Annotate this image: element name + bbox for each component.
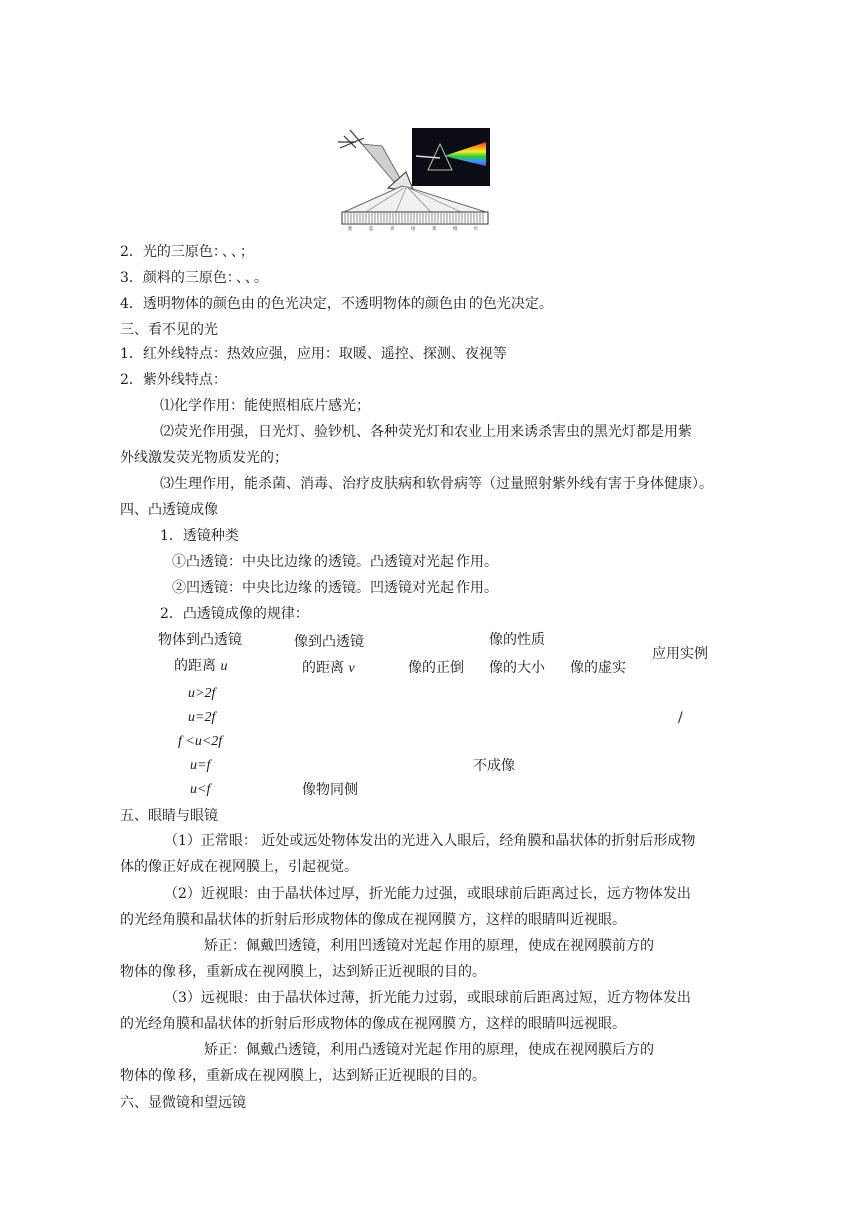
spectrum-color-label: 紫 bbox=[348, 227, 353, 232]
row-u-eq-2f: u=2f bbox=[188, 710, 216, 725]
header-image-nature: 像的性质 bbox=[489, 632, 545, 648]
object-color-rule: 4．透明物体的颜色由 的色光决定，不透明物体的颜色由 的色光决定。 bbox=[120, 296, 553, 312]
spectrum-color-label: 黄 bbox=[432, 227, 437, 232]
spectrum-color-label: 青 bbox=[390, 227, 395, 232]
section-microscope-telescope-title: 六、显微镜和望远镜 bbox=[120, 1095, 246, 1111]
convex-lens-line: ①凸透镜：中央比边缘 的透镜。凸透镜对光起 作用。 bbox=[172, 554, 498, 570]
row-u-gt-2f: u>2f bbox=[188, 686, 216, 701]
header-image-orientation: 像的正倒 bbox=[408, 660, 464, 676]
normal-eye-line-2: 体的像正好成在视网膜上，引起视觉。 bbox=[120, 859, 358, 875]
hyperopia-line-1: （3）远视眼：由于晶状体过薄，折光能力过弱，或眼球前后距离过短，近方物体发出 bbox=[164, 990, 691, 1006]
prism-spectrum-figure bbox=[336, 126, 492, 232]
header-image-distance-2: 的距离 v bbox=[302, 660, 355, 676]
spectrum-color-label: 蓝 bbox=[369, 227, 374, 232]
imaging-rule-heading: 2．凸透镜成像的规律： bbox=[160, 606, 309, 622]
primary-pigment-colors: 3．颜料的三原色： 、 、 。 bbox=[120, 270, 268, 286]
header-image-real-virtual: 像的虚实 bbox=[570, 660, 626, 676]
spectrum-color-label: 红 bbox=[474, 227, 479, 232]
section-convex-lens-title: 四、凸透镜成像 bbox=[120, 502, 218, 518]
light-beam bbox=[362, 144, 400, 182]
header-image-distance-1: 像到凸透镜 bbox=[294, 634, 364, 650]
light-source-icon bbox=[338, 130, 364, 148]
header-object-distance-1: 物体到凸透镜 bbox=[158, 632, 242, 648]
uv-chemical-effect: ⑴化学作用：能使照相底片感光； bbox=[160, 398, 370, 414]
concave-lens-line: ②凹透镜：中央比边缘 的透镜。凹透镜对光起 作用。 bbox=[172, 580, 498, 596]
dispersion-fan bbox=[344, 186, 486, 212]
uv-fluorescent-effect: ⑵荧光作用强，日光灯、验钞机、各种荧光灯和农业上用来诱杀害虫的黑光灯都是用紫 bbox=[160, 424, 692, 440]
row-u-eq-2f-application: / bbox=[678, 710, 683, 726]
myopia-correction-line-1: 矫正：佩戴凹透镜，利用凹透镜对光起 作用的原理，使成在视网膜前方的 bbox=[204, 938, 654, 954]
uv-fluorescent-effect-cont: 外线激发荧光物质发光的； bbox=[120, 450, 288, 466]
hyperopia-correction-line-1: 矫正：佩戴凸透镜，利用凸透镜对光起 作用的原理，使成在视网膜后方的 bbox=[204, 1042, 654, 1058]
hyperopia-line-2: 的光经角膜和晶状体的折射后形成物体的像成在视网膜 方，这样的眼睛叫远视眼。 bbox=[120, 1016, 626, 1032]
spectrum-strip bbox=[342, 212, 488, 224]
row-f-lt-u-lt-2f: f <u<2f bbox=[178, 734, 223, 749]
spectrum-color-label: 橙 bbox=[453, 227, 458, 232]
header-object-distance-2: 的距离 u bbox=[174, 658, 228, 674]
row-u-lt-f-same-side: 像物同侧 bbox=[302, 782, 358, 798]
myopia-line-2: 的光经角膜和晶状体的折射后形成物体的像成在视网膜 方，这样的眼睛叫近视眼。 bbox=[120, 912, 626, 928]
myopia-line-1: （2）近视眼：由于晶状体过厚，折光能力过强，或眼球前后距离过长，远方物体发出 bbox=[164, 886, 691, 902]
normal-eye-line-1: （1）正常眼： 近处或远处物体发出的光进入人眼后，经角膜和晶状体的折射后形成物 bbox=[164, 833, 696, 849]
ultraviolet-features: 2．紫外线特点： bbox=[120, 372, 227, 388]
uv-physiological-effect: ⑶生理作用，能杀菌、消毒、治疗皮肤病和软骨病等（过量照射紫外线有害于身体健康）。 bbox=[160, 476, 713, 492]
myopia-correction-line-2: 物体的像 移，重新成在视网膜上，达到矫正近视眼的目的。 bbox=[120, 964, 486, 980]
row-u-lt-f: u<f bbox=[190, 782, 211, 797]
section-invisible-light-title: 三、看不见的光 bbox=[120, 322, 218, 338]
header-application: 应用实例 bbox=[652, 646, 708, 662]
lens-types-heading: 1．透镜种类 bbox=[160, 528, 239, 544]
primary-light-colors: 2．光的三原色： 、 、 ； bbox=[120, 244, 254, 260]
spectrum-color-label: 绿 bbox=[411, 227, 416, 232]
hyperopia-correction-line-2: 物体的像 移，重新成在视网膜上，达到矫正近视眼的目的。 bbox=[120, 1068, 486, 1084]
header-image-size: 像的大小 bbox=[489, 660, 545, 676]
infrared-features: 1．红外线特点：热效应强，应用：取暖、遥控、探测、夜视等 bbox=[120, 346, 507, 362]
row-u-eq-f: u=f bbox=[190, 758, 211, 773]
section-eyes-glasses-title: 五、眼睛与眼镜 bbox=[120, 808, 218, 824]
row-u-eq-f-no-image: 不成像 bbox=[473, 758, 515, 774]
